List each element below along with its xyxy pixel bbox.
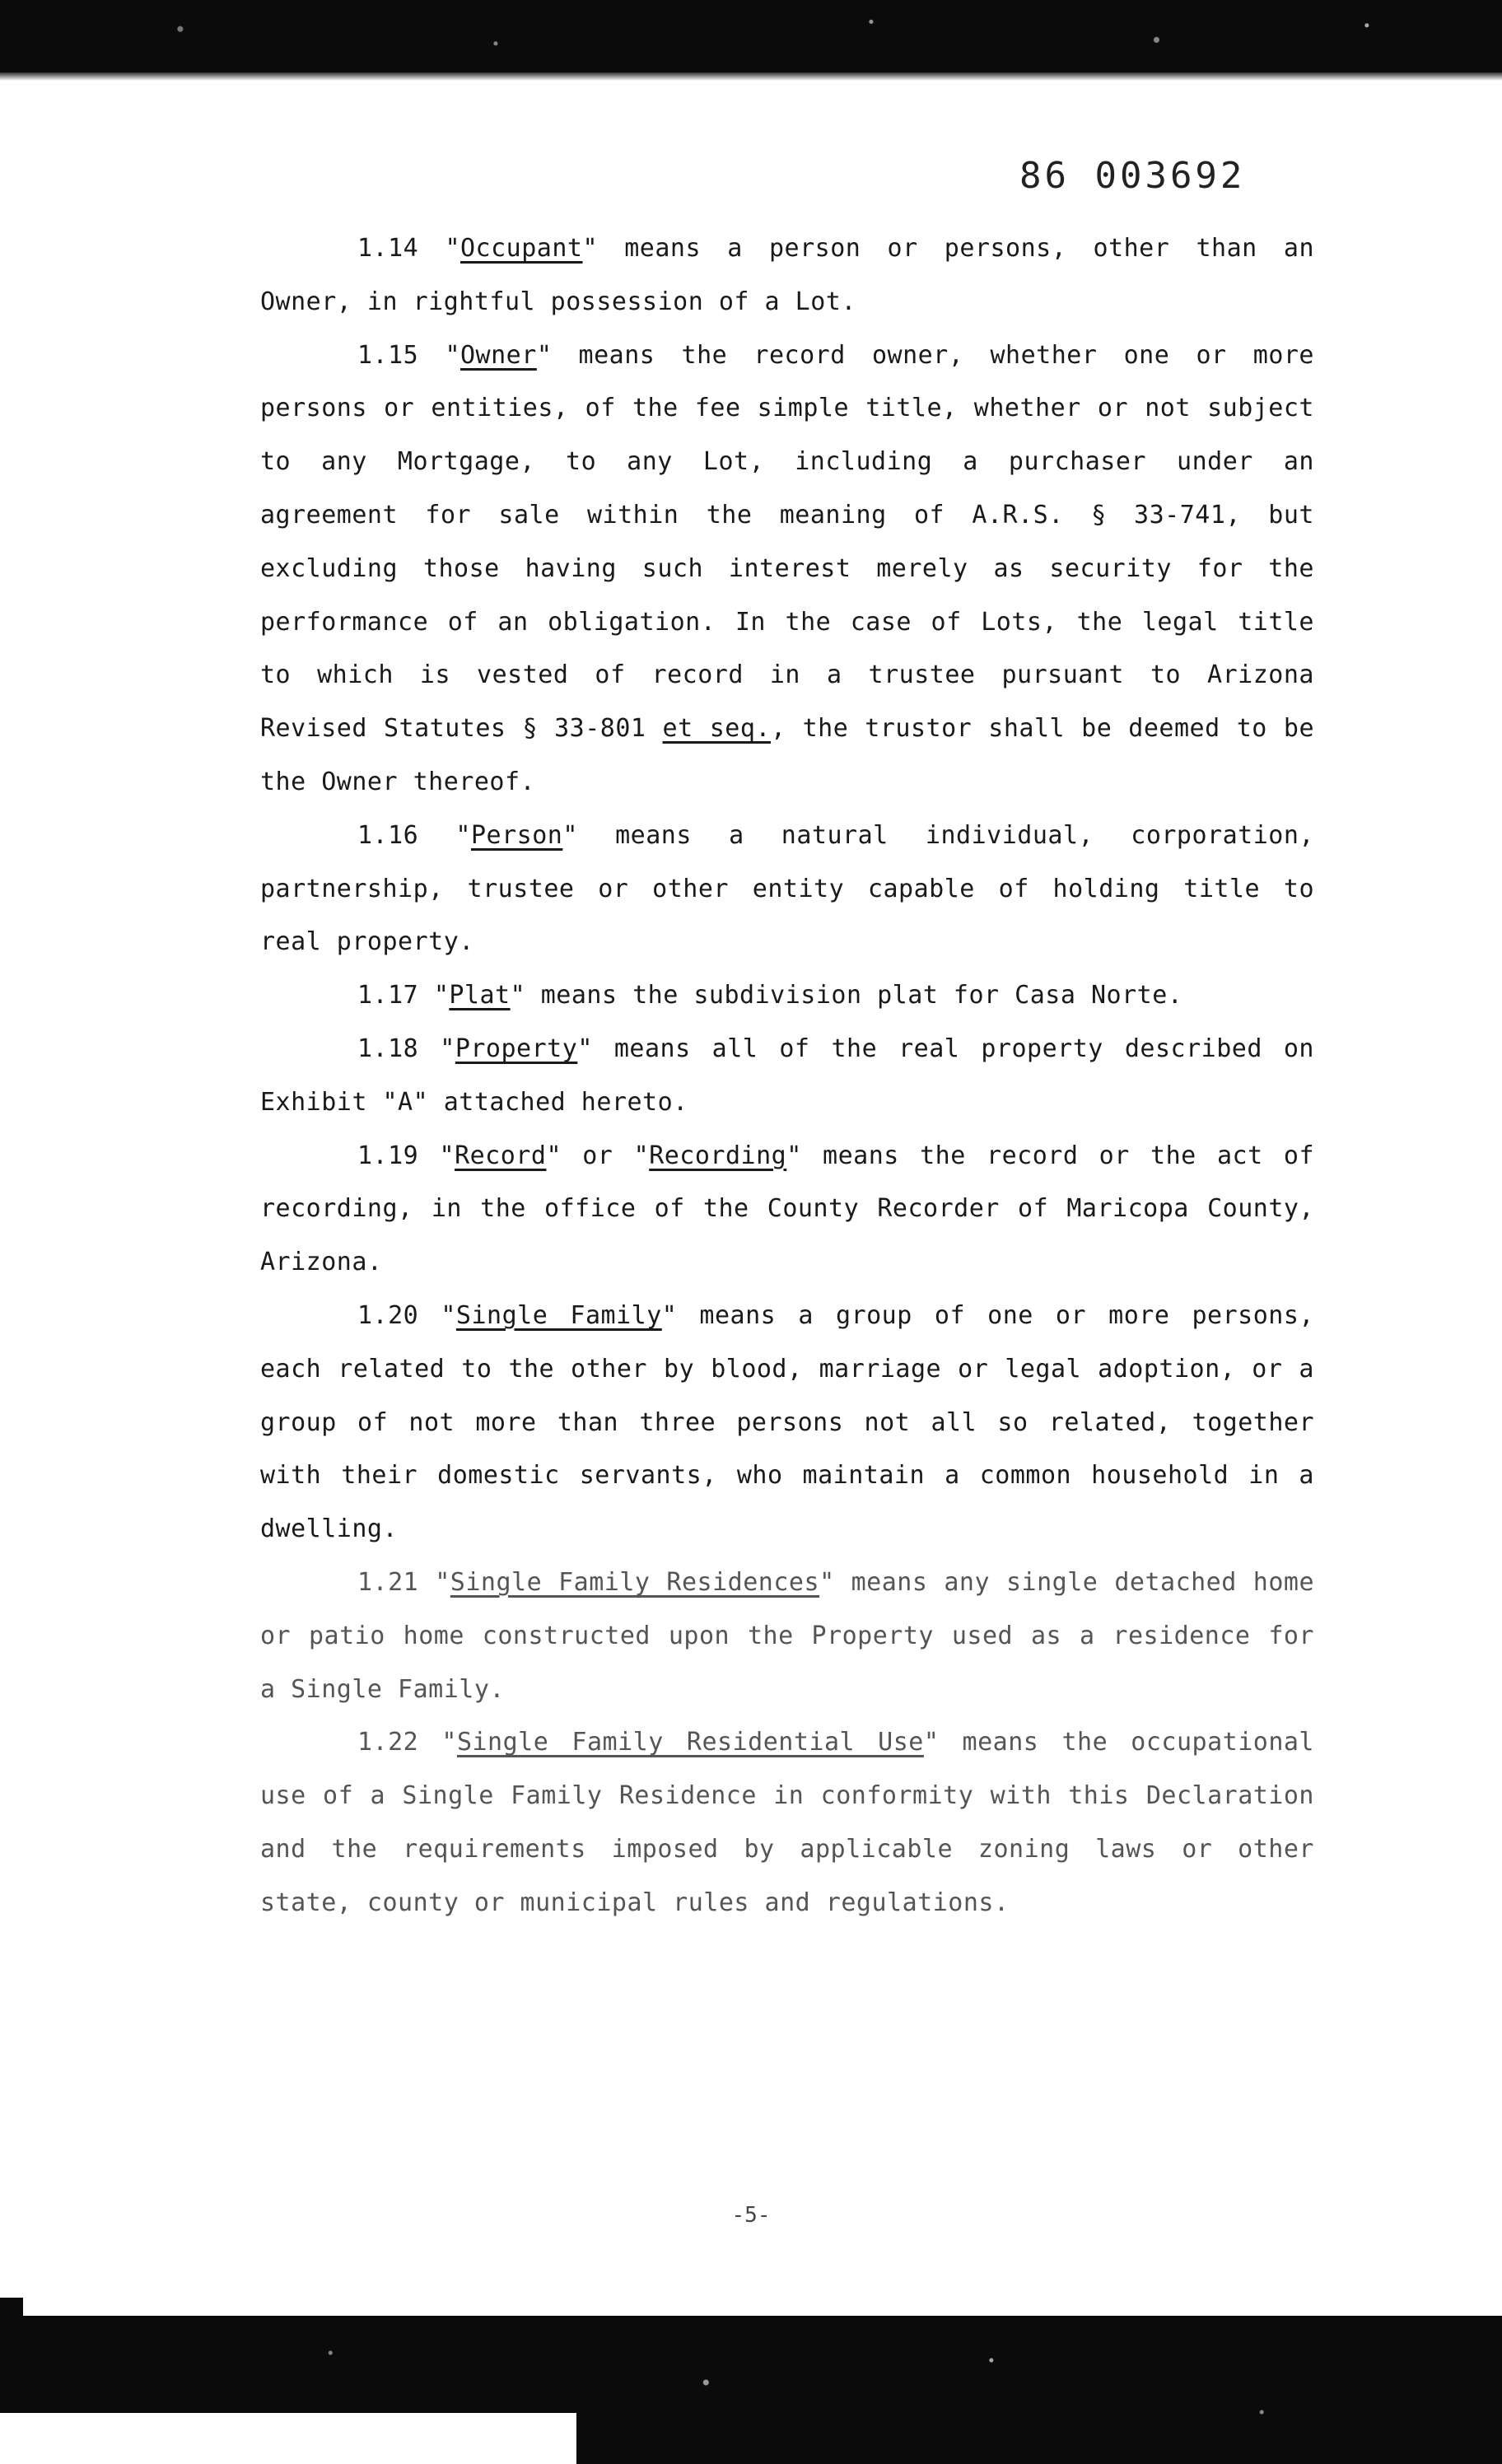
definition-1-16: 1.16 "Person" means a natural individual, corporation, partnership, trustee or other entity capable of holding title to real property. xyxy=(260,810,1314,969)
definition-number: 1.15 xyxy=(357,340,419,370)
definition-1-21: 1.21 "Single Family Residences" means any single detached home or patio home constructed upon the Property used as a residence for a Single Family. xyxy=(260,1556,1314,1716)
defined-term: Person xyxy=(470,820,563,850)
defined-term: Single Family Residential Use xyxy=(456,1728,924,1757)
defined-term: Single Family xyxy=(455,1300,662,1330)
scan-border-bottom xyxy=(0,2316,1502,2464)
defined-term: Record xyxy=(455,1141,547,1170)
definition-1-20: 1.20 "Single Family" means a group of one or more persons, each related to the other by blood, marriage or legal adoption, or a group of not more than three persons not all so related, together with their domestic servants, who maintain a common household in a dwelling. xyxy=(260,1290,1314,1556)
definition-1-14: 1.14 "Occupant" means a person or persons, other than an Owner, in rightful possession of a Lot. xyxy=(260,222,1314,329)
definition-number: 1.21 xyxy=(357,1567,419,1597)
definition-number: 1.14 xyxy=(357,234,419,263)
defined-term: Plat xyxy=(449,981,511,1010)
scan-border-top xyxy=(0,0,1502,72)
defined-term: Property xyxy=(455,1034,578,1063)
latin-citation: et seq. xyxy=(662,714,771,744)
definitions-body xyxy=(260,222,1314,1930)
defined-term: Owner xyxy=(460,340,537,370)
definition-1-19: 1.19 "Record" or "Recording" means the record or the act of recording, in the office of the County Recorder of Maricopa County, Arizona. xyxy=(260,1130,1314,1290)
definition-number: 1.17 xyxy=(357,981,419,1010)
definition-number: 1.19 xyxy=(357,1141,419,1170)
definition-1-18: 1.18 "Property" means all of the real property described on Exhibit "A" attached hereto. xyxy=(260,1023,1314,1130)
definition-1-17: 1.17 "Plat" means the subdivision plat for Casa Norte. xyxy=(260,969,1314,1023)
definition-number: 1.16 xyxy=(357,820,419,850)
definition-number: 1.22 xyxy=(357,1728,419,1757)
scan-label-strip xyxy=(0,2413,576,2464)
defined-term: Single Family Residences xyxy=(450,1567,820,1597)
document-number: 86 003692 xyxy=(1019,155,1246,197)
defined-term: Recording xyxy=(649,1141,787,1170)
definition-number: 1.20 xyxy=(357,1300,419,1330)
definition-1-15: 1.15 "Owner" means the record owner, whether one or more persons or entities, of the fee simple title, whether or not subject to any Mortgage, to any Lot, including a purchaser under an agreement for sale within the meaning of A.R.S. § 33-741, but excluding those having such interest merely as security for the performance of an obligation. In the case of Lots, the legal title to which is vested of record in a trustee pursuant to Arizona Revised Statutes § 33-801 et seq., the trustor shall be deemed to be the Owner thereof. xyxy=(260,329,1314,810)
definition-number: 1.18 xyxy=(357,1034,419,1063)
definition-1-22: 1.22 "Single Family Residential Use" means the occupational use of a Single Family Residence in conformity with this Declaration and the requirements imposed by applicable zoning laws or other state, county or municipal rules and regulations. xyxy=(260,1716,1314,1930)
page-number: -5- xyxy=(731,2203,771,2228)
defined-term: Occupant xyxy=(460,234,583,263)
